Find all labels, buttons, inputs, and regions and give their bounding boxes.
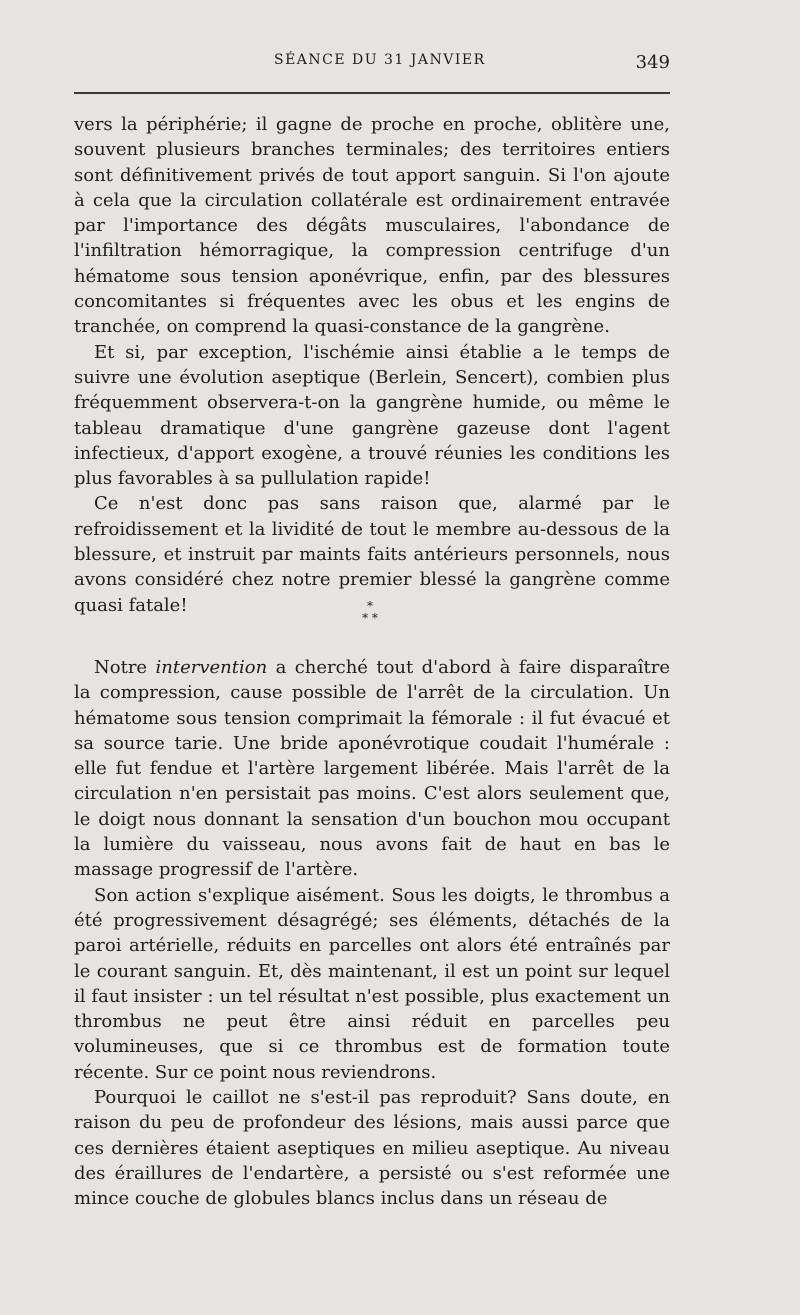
- page-number: 349: [635, 52, 670, 73]
- section-break-asterism: [345, 600, 395, 630]
- text-run: Notre: [94, 657, 156, 678]
- section-two: [74, 655, 670, 1212]
- italic-term: intervention: [155, 657, 268, 678]
- header-rule: [74, 92, 670, 94]
- paragraph: Son action s'explique aisément. Sous les doigts, le thrombus a été progressivement désagrégé; ses éléments, détachés de la paroi artérielle, réduits en parcelles ont alors été entraînés par le courant sanguin. Et, dès maintenant, il est un point sur lequel il faut insister : un tel résultat n'est possible, plus exactement un thrombus ne peut être ainsi réduit en parcelles peu volumineuses, que si ce thrombus est de formation toute récente. Sur ce point nous reviendrons.: [74, 884, 670, 1083]
- paragraph-intervention: [74, 655, 670, 883]
- section-one: [74, 112, 670, 618]
- paragraph: Pourquoi le caillot ne s'est-il pas reproduit? Sans doute, en raison du peu de profondeur des lésions, mais aussi parce que ces dernières étaient aseptiques en milieu aseptique. Au niveau des éraillures de l'endartère, a persisté ou s'est reformée une mince couche de globules blancs inclus dans un réseau de: [74, 1087, 670, 1210]
- running-title: SÉANCE DU 31 JANVIER: [274, 52, 486, 68]
- paragraph: Et si, par exception, l'ischémie ainsi établie a le temps de suivre une évolution aseptique (Berlein, Sencert), combien plus fréquemment observera-t-on la gangrène humide, ou même le tableau dramatique d'une gangrène gazeuse dont l'agent infectieux, d'apport exogène, a trouvé réunies les conditions les plus favorables à sa pullulation rapide!: [74, 341, 670, 490]
- page-header: [74, 52, 670, 74]
- asterism-top: *: [367, 599, 373, 613]
- paragraph: Ce n'est donc pas sans raison que, alarmé par le refroidissement et la lividité de tout le membre au-dessous de la blessure, et instruit par maints faits antérieurs personnels, nous avons considéré chez notre premier blessé la gangrène comme quasi fatale!: [74, 493, 670, 616]
- text-run: a cherché tout d'abord à faire disparaître la compression, cause possible de l'arrêt de la circulation. Un hématome sous tension comprimait la fémorale : il fut évacué et sa source tarie. Une bride aponévrotique coudait l'humérale : elle fut fendue et l'artère largement libérée. Mais l'arrêt de la circulation n'en persistait pas moins. C'est alors seulement que, le doigt nous donnant la sensation d'un bouchon mou occupant la lumière du vaisseau, nous avons fait de haut en bas le massage progressif de l'artère.: [74, 657, 670, 881]
- paragraph-continuation: vers la périphérie; il gagne de proche en proche, oblitère une, souvent plusieurs branches terminales; des territoires entiers sont définitivement privés de tout apport sanguin. Si l'on ajoute à cela que la circulation collatérale est ordinairement entravée par l'importance des dégâts musculaires, l'abondance de l'infiltration hémorragique, la compression centrifuge d'un hématome sous tension aponévrique, enfin, par des blessures concomitantes si fréquentes avec les obus et les engins de tranchée, on comprend la quasi-constance de la gangrène.: [74, 114, 670, 338]
- asterism-bottom: * *: [362, 611, 378, 625]
